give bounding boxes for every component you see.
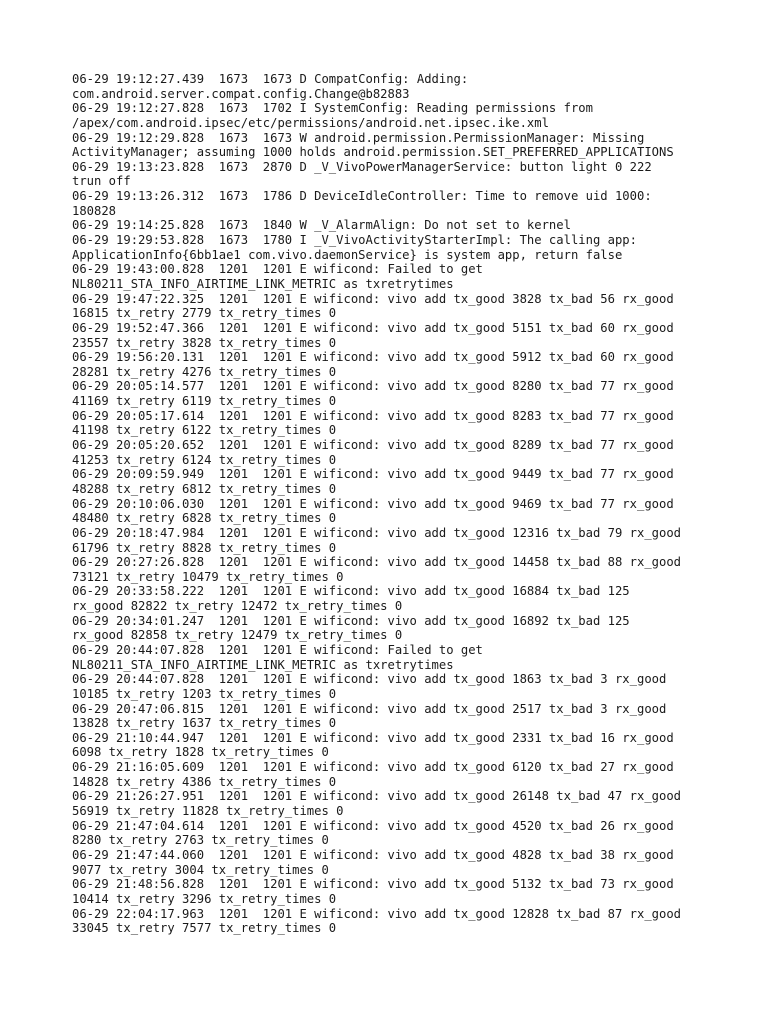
log-line: 06-29 20:05:14.577 1201 1201 E wificond: vivo add tx_good 8280 tx_bad 77 rx_good (72, 379, 674, 394)
log-line: 48288 tx_retry 6812 tx_retry_times 0 (72, 481, 337, 496)
log-line: trun off (72, 174, 131, 189)
log-line: 06-29 19:29:53.828 1673 1780 I _V_VivoActivityStarterImpl: The calling app: (72, 233, 637, 248)
log-line: 06-29 22:04:17.963 1201 1201 E wificond: vivo add tx_good 12828 tx_bad 87 rx_good (72, 906, 682, 921)
log-line: 06-29 20:18:47.984 1201 1201 E wificond: vivo add tx_good 12316 tx_bad 79 rx_good (72, 525, 682, 540)
log-line: 06-29 20:10:06.030 1201 1201 E wificond: vivo add tx_good 9469 tx_bad 77 rx_good (72, 496, 674, 511)
log-line: 61796 tx_retry 8828 tx_retry_times 0 (72, 540, 337, 555)
log-line: 56919 tx_retry 11828 tx_retry_times 0 (72, 804, 344, 819)
log-line: 06-29 20:47:06.815 1201 1201 E wificond: vivo add tx_good 2517 tx_bad 3 rx_good (72, 701, 667, 716)
log-line: rx_good 82822 tx_retry 12472 tx_retry_times 0 (72, 599, 403, 614)
log-line: 06-29 19:13:23.828 1673 2870 D _V_VivoPowerManagerService: button light 0 222 (72, 159, 652, 174)
log-line: 48480 tx_retry 6828 tx_retry_times 0 (72, 511, 337, 526)
log-line: 06-29 19:14:25.828 1673 1840 W _V_AlarmAlign: Do not set to kernel (72, 218, 571, 233)
log-line: NL80211_STA_INFO_AIRTIME_LINK_METRIC as txretrytimes (72, 657, 454, 672)
log-line: 06-29 19:56:20.131 1201 1201 E wificond: vivo add tx_good 5912 tx_bad 60 rx_good (72, 350, 674, 365)
log-line: 06-29 20:33:58.222 1201 1201 E wificond: vivo add tx_good 16884 tx_bad 125 (72, 584, 630, 599)
log-line: 06-29 21:48:56.828 1201 1201 E wificond: vivo add tx_good 5132 tx_bad 73 rx_good (72, 877, 674, 892)
log-line: 23557 tx_retry 3828 tx_retry_times 0 (72, 335, 337, 350)
log-line: 6098 tx_retry 1828 tx_retry_times 0 (72, 745, 329, 760)
log-line: 06-29 21:10:44.947 1201 1201 E wificond: vivo add tx_good 2331 tx_bad 16 rx_good (72, 730, 674, 745)
log-line: 10414 tx_retry 3296 tx_retry_times 0 (72, 891, 337, 906)
log-line: 8280 tx_retry 2763 tx_retry_times 0 (72, 833, 329, 848)
log-line: 06-29 19:47:22.325 1201 1201 E wificond: vivo add tx_good 3828 tx_bad 56 rx_good (72, 291, 674, 306)
log-line: 06-29 19:12:27.828 1673 1702 I SystemConfig: Reading permissions from (72, 101, 593, 116)
log-line: 28281 tx_retry 4276 tx_retry_times 0 (72, 364, 337, 379)
log-line: 06-29 20:09:59.949 1201 1201 E wificond: vivo add tx_good 9449 tx_bad 77 rx_good (72, 467, 674, 482)
log-line: 180828 (72, 203, 117, 218)
log-line: 06-29 20:27:26.828 1201 1201 E wificond: vivo add tx_good 14458 tx_bad 88 rx_good (72, 555, 682, 570)
log-line: 13828 tx_retry 1637 tx_retry_times 0 (72, 716, 337, 731)
log-line: com.android.server.compat.config.Change@b82883 (72, 86, 410, 101)
log-line: rx_good 82858 tx_retry 12479 tx_retry_times 0 (72, 628, 403, 643)
log-line: 14828 tx_retry 4386 tx_retry_times 0 (72, 774, 337, 789)
log-line: 06-29 20:05:20.652 1201 1201 E wificond: vivo add tx_good 8289 tx_bad 77 rx_good (72, 438, 674, 453)
log-line: 06-29 19:13:26.312 1673 1786 D DeviceIdleController: Time to remove uid 1000: (72, 189, 652, 204)
log-line: 06-29 19:12:27.439 1673 1673 D CompatConfig: Adding: (72, 72, 469, 86)
log-line: ApplicationInfo{6bb1ae1 com.vivo.daemonService} is system app, return false (72, 247, 623, 262)
log-line: 10185 tx_retry 1203 tx_retry_times 0 (72, 686, 337, 701)
log-line: 9077 tx_retry 3004 tx_retry_times 0 (72, 862, 329, 877)
log-line: 06-29 21:47:44.060 1201 1201 E wificond: vivo add tx_good 4828 tx_bad 38 rx_good (72, 847, 674, 862)
log-text-block (72, 72, 712, 936)
log-line: 06-29 20:44:07.828 1201 1201 E wificond: vivo add tx_good 1863 tx_bad 3 rx_good (72, 672, 667, 687)
log-line: ActivityManager; assuming 1000 holds android.permission.SET_PREFERRED_APPLICATIONS (72, 145, 674, 160)
log-line: 33045 tx_retry 7577 tx_retry_times 0 (72, 921, 337, 936)
log-line: 06-29 19:12:29.828 1673 1673 W android.permission.PermissionManager: Missing (72, 130, 645, 145)
log-line: 16815 tx_retry 2779 tx_retry_times 0 (72, 306, 337, 321)
log-line: 06-29 21:47:04.614 1201 1201 E wificond: vivo add tx_good 4520 tx_bad 26 rx_good (72, 818, 674, 833)
log-line: 06-29 19:43:00.828 1201 1201 E wificond: Failed to get (72, 262, 483, 277)
log-line: 41253 tx_retry 6124 tx_retry_times 0 (72, 452, 337, 467)
log-line: 06-29 20:44:07.828 1201 1201 E wificond: Failed to get (72, 642, 483, 657)
log-line: NL80211_STA_INFO_AIRTIME_LINK_METRIC as txretrytimes (72, 276, 454, 291)
log-line: /apex/com.android.ipsec/etc/permissions/android.net.ipsec.ike.xml (72, 115, 549, 130)
log-line: 06-29 20:34:01.247 1201 1201 E wificond: vivo add tx_good 16892 tx_bad 125 (72, 613, 630, 628)
log-line: 06-29 19:52:47.366 1201 1201 E wificond: vivo add tx_good 5151 tx_bad 60 rx_good (72, 320, 674, 335)
log-line: 06-29 21:16:05.609 1201 1201 E wificond: vivo add tx_good 6120 tx_bad 27 rx_good (72, 760, 674, 775)
log-line: 41198 tx_retry 6122 tx_retry_times 0 (72, 423, 337, 438)
log-line: 06-29 20:05:17.614 1201 1201 E wificond: vivo add tx_good 8283 tx_bad 77 rx_good (72, 408, 674, 423)
log-line: 41169 tx_retry 6119 tx_retry_times 0 (72, 394, 337, 409)
log-line: 06-29 21:26:27.951 1201 1201 E wificond: vivo add tx_good 26148 tx_bad 47 rx_good (72, 789, 682, 804)
log-line: 73121 tx_retry 10479 tx_retry_times 0 (72, 569, 344, 584)
